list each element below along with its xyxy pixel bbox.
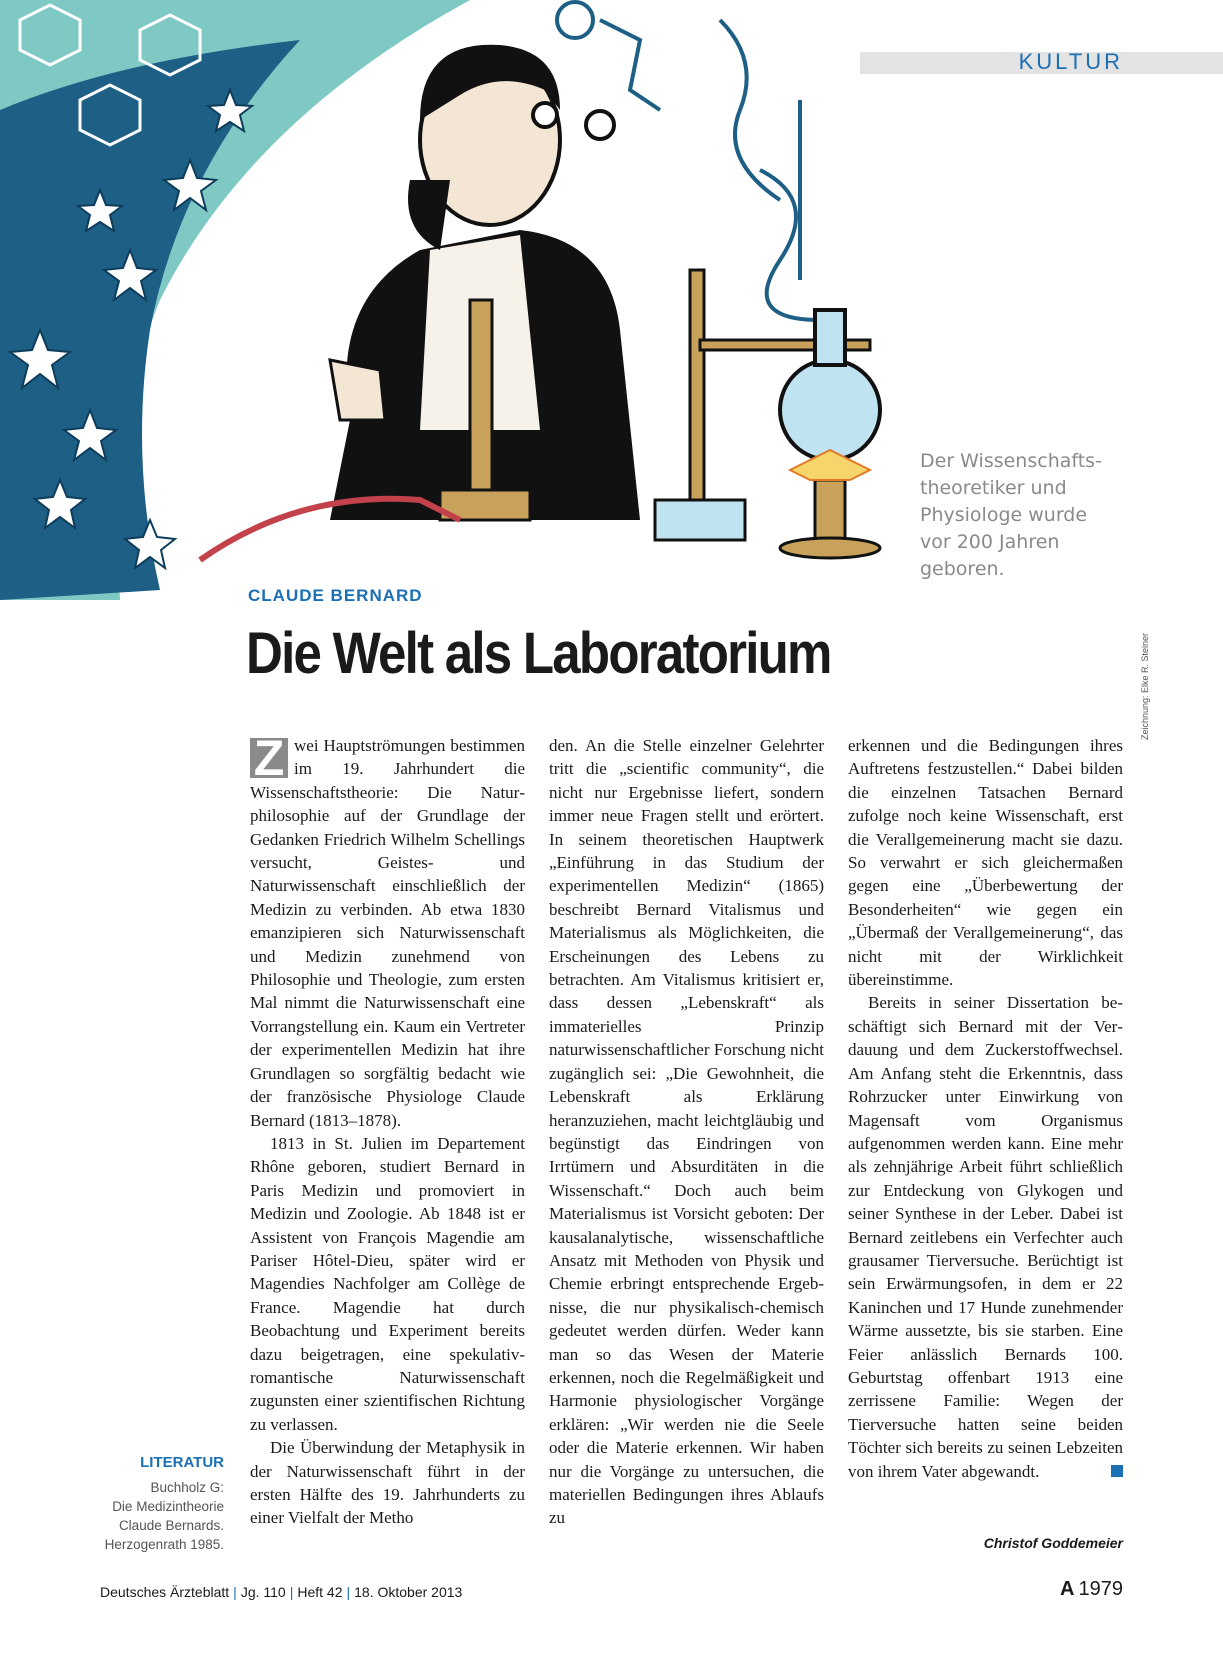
footer-separator: | <box>233 1584 237 1600</box>
article-headline: Die Welt als Laboratorium <box>246 621 831 686</box>
article-column-3 <box>848 734 1123 1483</box>
illustration-credit: Zeichnung: Elke R. Steiner <box>1140 632 1150 740</box>
paragraph <box>250 734 525 1132</box>
article-column-2 <box>549 734 824 1530</box>
paragraph-text: wei Hauptströmungen bestimmen im 19. Jahrhundert die Wissenschaftstheorie: Die Naturphilosophie auf der Grundlage der Gedanken Friedrich Wilhelm Schellings versucht, Geistes- und Naturwissenschaft einschließlich der Medizin zu verbinden. Ab etwa 1830 emanzipieren sich Naturwissenschaft und Medizin zunehmend von Philosophie und Theologie, zum ersten Mal nimmt die Naturwissenschaft eine Vorrangstellung ein. Kaum ein Vertreter der experimentellen Medizin hat ihre Grundlagen so sorgfältig bedacht wie der französische Physiologe Claude Bernard (1813–1878). <box>250 736 525 1130</box>
caption-line: vor 200 Jahren <box>920 531 1060 553</box>
literature-line: Herzogenrath 1985. <box>104 1537 224 1552</box>
paragraph: 1813 in St. Julien im Departement Rhône geboren, studiert Bernard in Paris Medizin und promoviert in Medizin und Zoologie. Ab 1848 ist er Assistent von François Magendie am Pariser Hôtel-Dieu, später wird er Magendies Nachfolger am Collège de France. Magendie hat durch Beobachtung und Experiment bereits dazu beigetragen, eine spekulativ-romantische Naturwissenschaft zugunsten einer szientifischen Richtung zu verlassen. <box>250 1133 525 1434</box>
literature-line: Die Medizintheorie <box>112 1499 224 1514</box>
literature-line: Buchholz G: <box>150 1480 224 1495</box>
article-author: Christof Goddemeier <box>983 1535 1123 1551</box>
journal-name: Deutsches Ärzteblatt <box>100 1584 230 1600</box>
journal-volume: Jg. 110 <box>240 1584 286 1600</box>
article-column-1 <box>250 734 525 1530</box>
section-label: KULTUR <box>1018 49 1123 74</box>
page-number-value: 1979 <box>1078 1578 1123 1600</box>
caption-line: geboren. <box>920 558 1005 580</box>
caption-line: Physiologe wurde <box>920 504 1088 526</box>
journal-date: 18. Oktober 2013 <box>354 1584 463 1600</box>
journal-issue: Heft 42 <box>297 1584 343 1600</box>
literature-reference <box>60 1478 224 1554</box>
page-footer <box>100 1584 462 1600</box>
literature-line: Claude Bernards. <box>118 1518 224 1533</box>
paragraph: Die Überwindung der Metaphysik in der Naturwissenschaft führt in der ersten Hälfte des 19. Jahrhunderts zu einer Vielfalt der Metho <box>250 1438 525 1528</box>
paragraph-text: Bereits in seiner Dissertation beschäftigt sich Bernard mit der Verdauung und dem Zuckerstoffwechsel. Am Anfang steht die Erkenntnis, dass Rohrzucker unter Einwirkung von Magensaft vom Organismus aufgenommen werden kann. Eine mehr als zehnjährige Arbeit führt schließlich zur Entdeckung von Glykogen und seiner Synthese in der Leber. Dabei ist Bernard zeitlebens ein Verfechter auch grausamer Tierversuche. Berüchtigt ist sein Erwärmungsofen, in dem er 22 Kaninchen und 17 Hunde zunehmender Wärme aussetzte, bis sie starben. Eine Feier anlässlich Bernards 100. Geburtstag offenbart 1913 eine zerrissene Familie: Wegen der Tierversuche hatten seine beiden Töchter sich bereits zu seinen Lebzeiten von ihrem Vater abgewandt. <box>848 993 1123 1481</box>
caption-line: theoretiker und <box>920 477 1067 499</box>
page-number <box>1060 1578 1123 1601</box>
illustration-caption <box>920 448 1150 583</box>
article-end-mark <box>1111 1465 1123 1477</box>
footer-separator: | <box>346 1584 351 1600</box>
paragraph: den. An die Stelle einzelner Gelehrter tritt die „scientific community“, die nicht nur Ergebnisse liefert, sondern immer neue Fragen stellt und erörtert. In seinem theoretischen Hauptwerk „Einführung in das Studium der experimentellen Medizin“ (1865) beschreibt Bernard Vitalismus und Materialismus als Möglichkeiten, die Erscheinungen des Lebens zu betrachten. Am Vitalismus kritisiert er, dass dessen „Lebenskraft“ als immaterielles Prinzip naturwissenschaftlicher Forschung nicht zugänglich sei: „Die Gewohnheit, die Lebenskraft als Erklärung heranzuziehen, macht leichtgläubig und begünstigt das Eindringen von Irrtümern und Absurditäten in die Wissenschaft.“ Doch auch beim Materialismus ist Vorsicht geboten: Der kausalanalytische, wissenschaftliche Ansatz mit Methoden von Physik und Chemie erbringt entsprechende Ergebnisse, die nur physikalisch-chemisch gedeutet werden dürfen. Weder kann man so das Wesen der Materie erkennen, noch die Regelmäßigkeit und Harmonie physiologischer Vorgänge erklären: „Wir werden nie die Seele oder die Materie erkennen. Wir haben nur die Vorgänge zu untersuchen, die materiellen Bedingungen ihres Ablaufs zu <box>549 736 824 1528</box>
paragraph: erkennen und die Bedingungen ihres Auftretens festzustellen.“ Dabei bilden die einzelnen Tatsachen Bernard zufolge noch keine Wissenschaft, erst die Verallgemeinerung macht sie dazu. So verwahrt er sich gleichermaßen gegen eine „Überbewertung der Besonderheiten“ wie gegen ein „Übermaß der Verallgemeinerung“, das nicht mit der Wirklichkeit übereinstimme. <box>848 736 1123 990</box>
drop-cap <box>250 738 288 778</box>
caption-line: Der Wissenschafts- <box>920 450 1102 472</box>
literature-title: LITERATUR <box>140 1454 224 1471</box>
article-kicker: CLAUDE BERNARD <box>248 586 423 605</box>
footer-separator: | <box>289 1584 294 1600</box>
page-prefix: A <box>1060 1578 1075 1600</box>
paragraph <box>848 991 1123 1483</box>
